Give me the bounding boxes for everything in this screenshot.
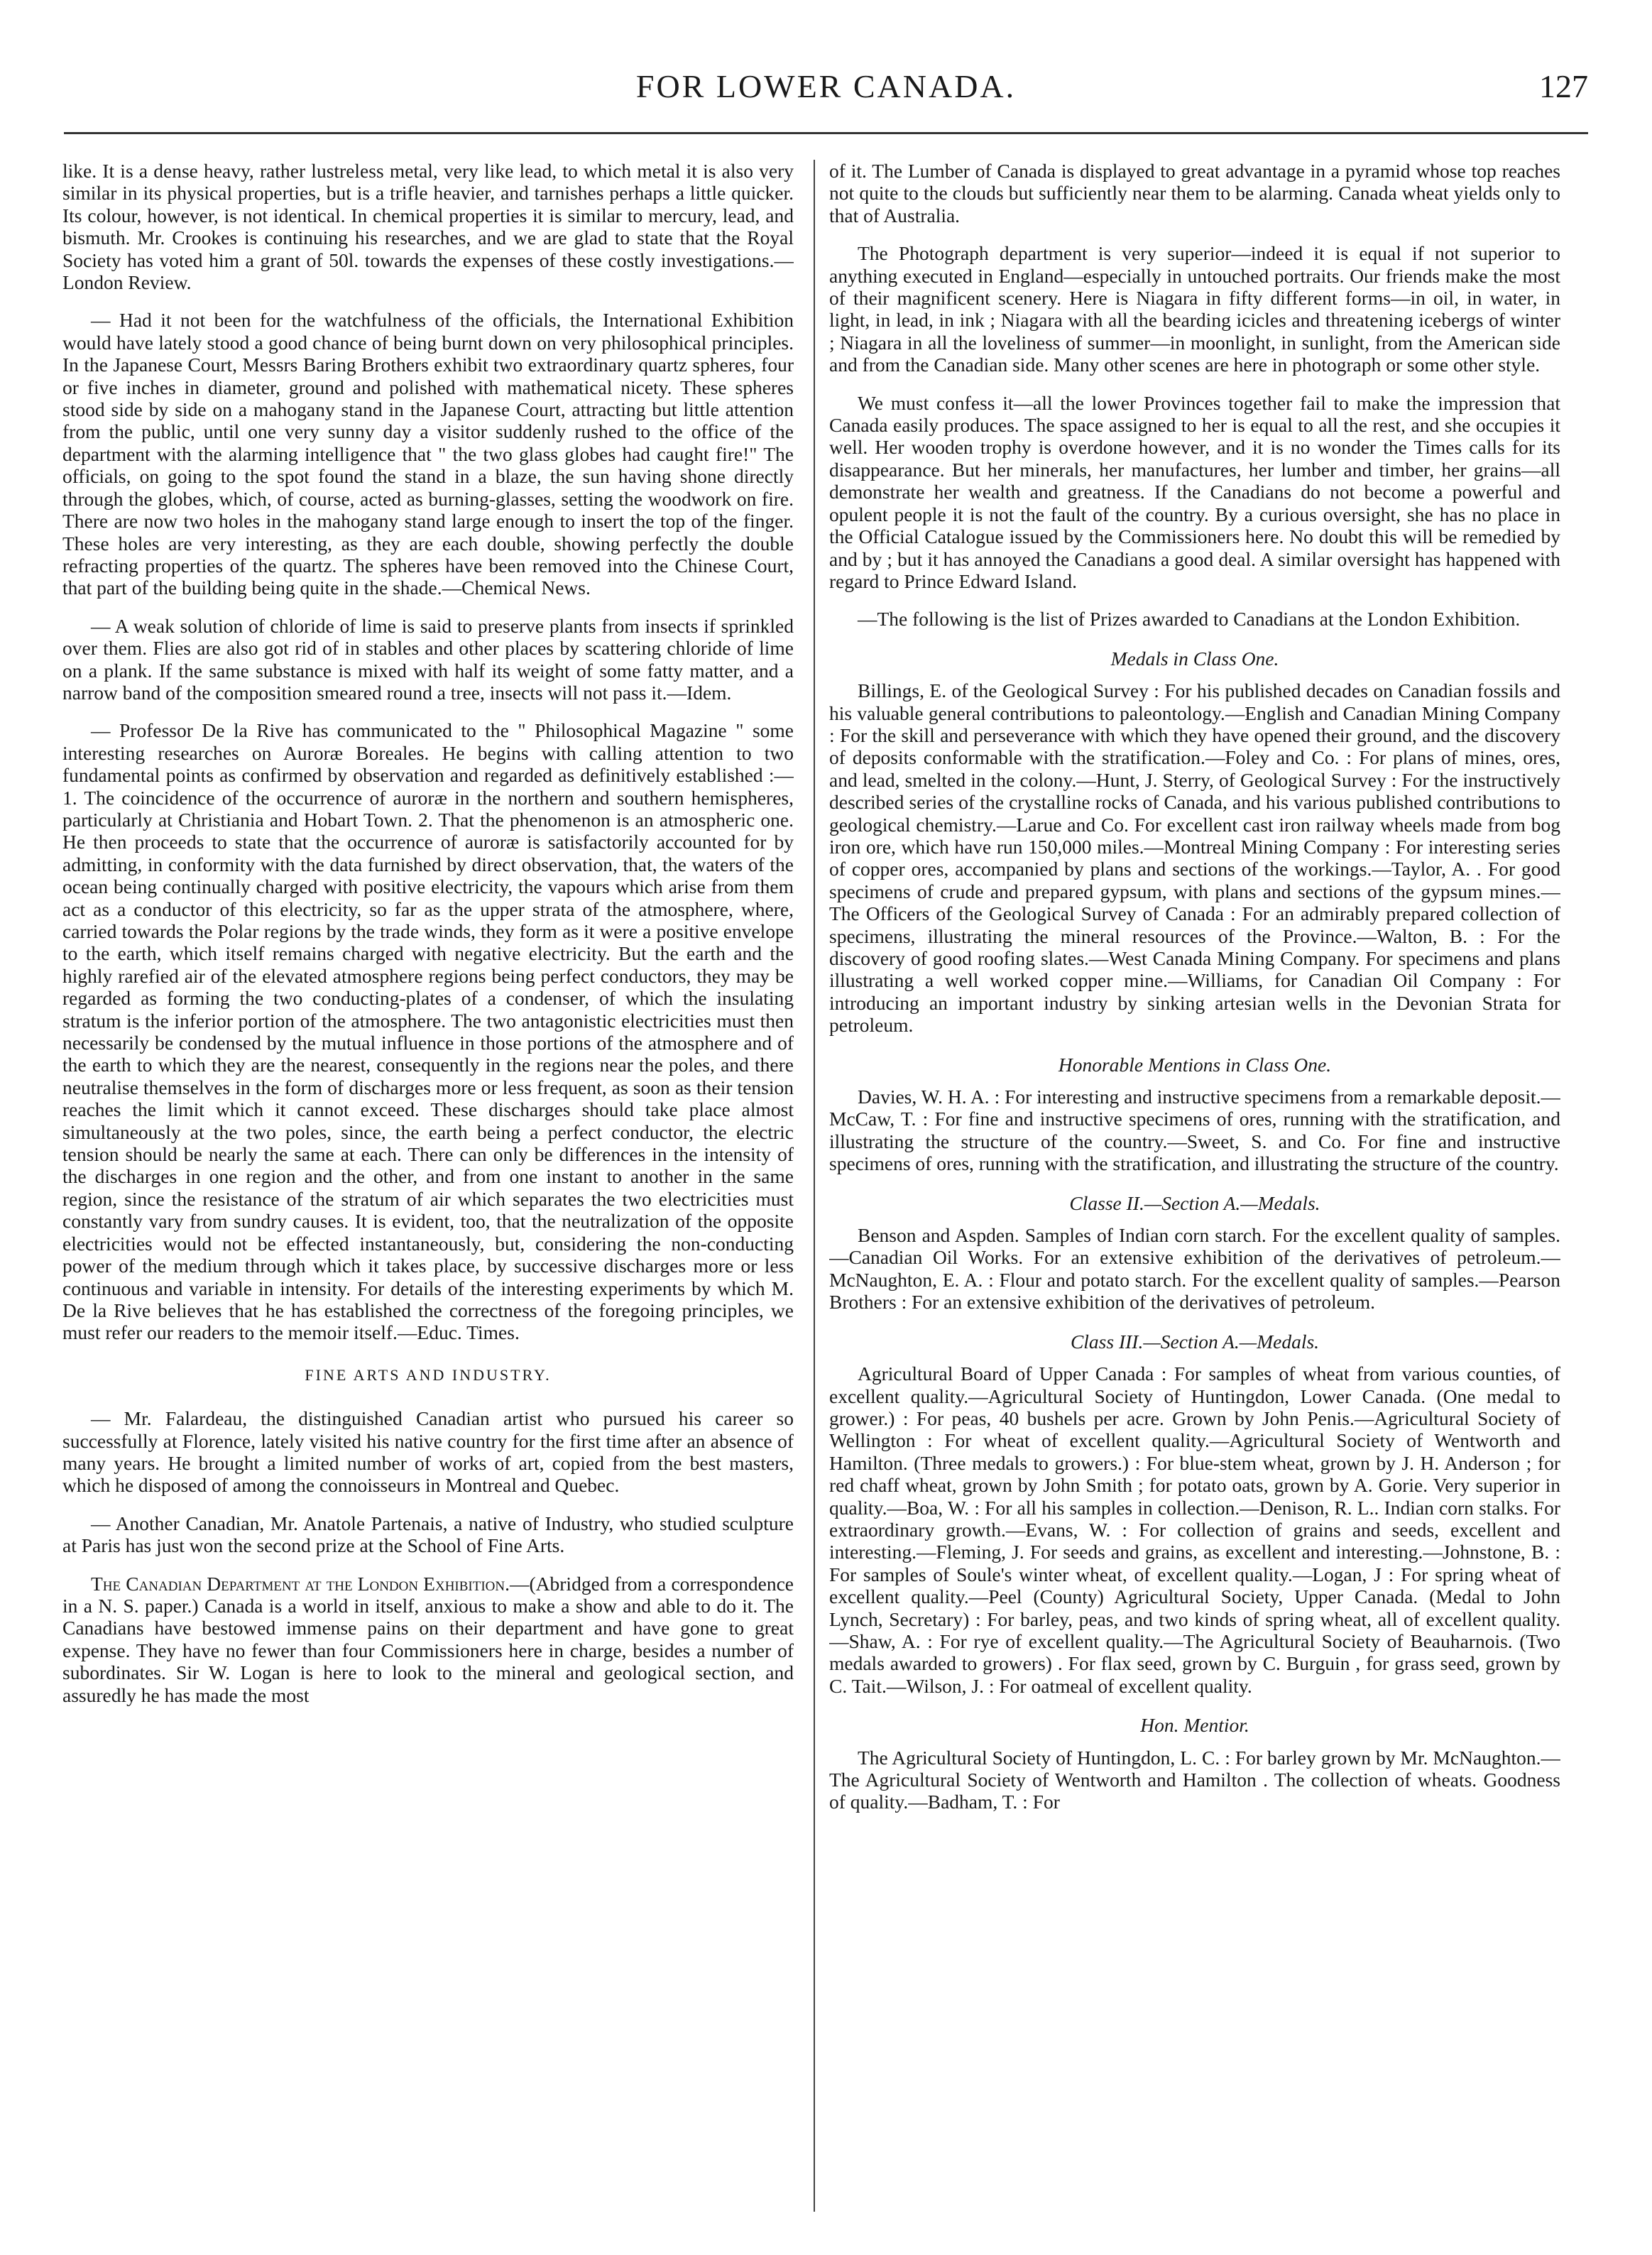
article-paragraph: We must confess it—all the lower Provinces together fail to make the impression that Canada easily produces. The space assigned to her is equal to all the rest, and she occupies it well. Her wooden trophy is overdone however, and it is no wonder the Times calls for its disappearance. But her minerals, her manufactures, her lumber and timber, her grains—all demonstrate her wealth and greatness. If the Canadians do not become a powerful and opulent people it is not the fault of the country. By a curious oversight, she has no place in the Official Catalogue issued by the Commissioners here. No doubt this will be remedied by and by ; but it has annoyed the Canadians a good deal. A similar oversight has happened with regard to Prince Edward Island. [829,391,1560,592]
right-column [829,160,1560,2212]
article-paragraph: of it. The Lumber of Canada is displayed to great advantage in a pyramid whose top reaches not quite to the clouds but sufficiently near them to be alarming. Canada wheat yields only to that of Australia. [829,160,1560,226]
prize-subheading: Classe II.—Section A.—Medals. [1069,1191,1320,1214]
column-divider [814,160,815,2212]
article-paragraph: — Another Canadian, Mr. Anatole Partenais, a native of Industry, who studied sculpture at Paris has just won the second prize at the School of Fine Arts. [62,1512,794,1557]
article-paragraph: — Mr. Falardeau, the distinguished Canadian artist who pursued his career so successfully at Florence, lately visited his native country for the first time after an absence of many years. He brought a limited number of works of art, copied from the best masters, which he disposed of among the connoisseurs in Montreal and Quebec. [62,1407,794,1497]
section-title: FINE ARTS AND INDUSTRY. [305,1365,552,1384]
header-rule [64,132,1588,134]
prize-list: Agricultural Board of Upper Canada : For samples of wheat from various counties, of excellent quality.—Agricultural Society of Huntingdon, Lower Canada. (One medal to grower.) : For peas, 40 bushels per acre. Grown by John Penis.—Agricultural Society of Wellington : For wheat of excellent quality.—Agricultural Society of Wentworth and Hamilton. (Three medals to growers.) : For blue-stem wheat, grown by J. H. Anderson ; for red chaff wheat, grown by John Smith ; for potato oats, grown by A. Gorie. Very superior in quality.—Boa, W. : For all his samples in collection.—Denison, R. L.. Indian corn stalks. For extraordinary growth.—Evans, W. : For collection of grains and seeds, excellent and interesting.—Fleming, J. For seeds and grains, as excellent and interesting.—Johnstone, B. : For samples of Soule's winter wheat, of excellent quality.—Logan, J : For spring wheat of excellent quality.—Peel (County) Agricultural Society, Upper Canada. (Medal to John Lynch, Secretary) : For barley, peas, and two kinds of spring wheat, all of excellent quality.—Shaw, A. : For rye of excellent quality.—The Agricultural Society of Beauharnois. (Two medals awarded to growers) . For flax seed, grown by C. Burguin , for grass seed, grown by C. Tait.—Wilson, J. : For oatmeal of excellent quality. [829,1363,1560,1697]
article-paragraph: The Photograph department is very superior—indeed it is equal if not superior to anything executed in England—especially in untouched portraits. Our friends make the most of their magnificent scenery. Here is Niagara in fifty different forms—in oil, in water, in light, in lead, in ink ; Niagara with all the bearding icicles and threatening icebergs of winter ; Niagara in all the loveliness of summer—in moonlight, in sunlight, from the American side and from the Canadian side. Many other scenes are here in photograph or some other style. [829,242,1560,376]
article-paragraph: like. It is a dense heavy, rather lustreless metal, very like lead, to which metal it is also very similar in its physical properties, but is a trifle heavier, and tarnishes perhaps a little quicker. Its colour, however, is not identical. In chemical properties it is similar to mercury, lead, and bismuth. Mr. Crookes is continuing his researches, and we are glad to state that the Royal Society has voted him a grant of 50l. towards the expenses of these costly investigations.—London Review. [62,160,794,294]
page-number: 127 [1539,68,1588,104]
prize-subheading: Hon. Mentior. [1140,1714,1249,1737]
article-paragraph [62,1573,794,1706]
prize-list: Davies, W. H. A. : For interesting and instructive specimens from a remarkable deposit.—McCaw, T. : For fine and instructive specimens of ores, running with the stratification, and illustrating the structure of the country.—Sweet, S. and Co. For fine and instructive specimens of ores, running with the stratification, and illustrating the structure of the country. [829,1086,1560,1175]
prize-subheading: Class III.—Section A.—Medals. [1070,1330,1320,1353]
article-paragraph: — A weak solution of chloride of lime is said to preserve plants from insects if sprinkled over them. Flies are also got rid of in stables and other places by scattering chloride of lime on a plank. If the same substance is mixed with half its weight of some fatty matter, and a narrow band of the composition smeared round a tree, insects will not pass it.—Idem. [62,614,794,704]
article-paragraph: — Had it not been for the watchfulness of the officials, the International Exhibition would have lately stood a good chance of being burnt down on very philosophical principles. In the Japanese Court, Messrs Baring Brothers exhibit two extraordinary quartz spheres, four or five inches in diameter, ground and polished with mathematical nicety. These spheres stood side by side on a mahogany stand in the Japanese Court, attracting but little attention from the public, until one very sunny day a visitor suddenly rushed to the office of the department with the alarming intelligence that " the two glass globes had caught fire!" The officials, on going to the spot found the stand in a blaze, the sun having shone directly through the globes, which, of course, acted as burning-glasses, setting the woodwork on fire. There are now two holes in the mahogany stand large enough to insert the top of the finger. These holes are very interesting, as they are each double, showing perfectly the double refracting properties of the quartz. The spheres have been removed into the Chinese Court, that part of the building being quite in the shade.—Chemical News. [62,309,794,599]
page-header [64,67,1588,131]
article-paragraph: —The following is the list of Prizes awarded to Canadians at the London Exhibition. [858,608,1521,630]
prize-list: The Agricultural Society of Huntingdon, L. C. : For barley grown by Mr. McNaughton.—The Agricultural Society of Wentworth and Hamilton . The collection of wheats. Goodness of quality.—Badham, T. : For [829,1746,1560,1813]
article-lead: The Canadian Department at the London Exhibition. [91,1572,510,1595]
article-body: —(Abridged from a correspondence in a N. S. paper.) Canada is a world in itself, anxious to make a show and able to do it. The Canadians have bestowed immense pains on their department and have gone to great expense. They have no fewer than four Commissioners here in charge, besides a number of subordinates. Sir W. Logan is here to look to the mineral and geological section, and assuredly he has made the most [62,1572,794,1706]
prize-list: Benson and Aspden. Samples of Indian corn starch. For the excellent quality of samples.—Canadian Oil Works. For an extensive exhibition of the derivatives of petroleum.—McNaughton, E. A. : Flour and potato starch. For the excellent quality of samples.—Pearson Brothers : For an extensive exhibition of the derivatives of petroleum. [829,1224,1560,1314]
prize-list: Billings, E. of the Geological Survey : For his published decades on Canadian fossils and his valuable general contributions to paleontology.—English and Canadian Mining Company : For the skill and perseverance with which they have opened their ground, and the discovery of deposits conformable with the stratification.—Foley and Co. : For plans of mines, ores, and lead, smelted in the colony.—Hunt, J. Sterry, of Geological Survey : For the instructively described series of the crystalline rocks of Canada, and his various published contributions to geological chemistry.—Larue and Co. For excellent cast iron railway wheels made from bog iron ore, which have run 150,000 miles.—Montreal Mining Company : For interesting series of copper ores, accompanied by plans and sections of the workings.—Taylor, A. . For good specimens of crude and prepared gypsum, with plans and sections of the gypsum mines.—The Officers of the Geological Survey of Canada : For an admirably prepared collection of specimens, illustrating the mineral resources of the Province.—Walton, B. : For the discovery of good roofing slates.—West Canada Mining Company. For specimens and plans illustrating a well worked copper mine.—Williams, for Canadian Oil Company : For introducing an important industry by sinking artesian wells in the Devonian Strata for petroleum. [829,679,1560,1037]
left-column [62,160,794,2212]
prize-subheading: Medals in Class One. [1110,647,1279,670]
article-paragraph: — Professor De la Rive has communicated to the " Philosophical Magazine " some interesting researches on Auroræ Boreales. He begins with calling attention to two fundamental points as confirmed by observation and regarded as definitively established :—1. The coincidence of the occurrence of auroræ in the northern and southern hemispheres, particularly at Christiania and Hobart Town. 2. That the phenomenon is an atmospheric one. He then proceeds to state that the occurrence of auroræ is satisfactorily accounted for by admitting, in conformity with the data furnished by direct observation, that, the waters of the ocean being continually charged with positive electricity, the vapours which arise from them act as a conductor of this electricity, so far as the upper strata of the atmosphere, where, carried towards the Polar regions by the trade winds, they form as it were a positive envelope to the earth, which itself remains charged with negative electricity. But the earth and the highly rarefied air of the elevated atmosphere regions being perfect conductors, they may be regarded as forming the two conducting-plates of a condenser, of which the insulating stratum is the inferior portion of the atmosphere. The two antagonistic electricities must then necessarily be condensed by the mutual influence in those portions of the atmosphere and of the earth to which they are the nearest, consequently in the regions near the poles, and there neutralise themselves in the form of discharges more or less frequent, as soon as their tension reaches the limit which it cannot exceed. These discharges should take place almost simultaneously at the two poles, since, the earth being a perfect conductor, the electric tension should be nearly the same at each. There can only be differences in the intensity of the discharges in one region and the other, and from one instant to another in the same region, since the resistance of the stratum of air which separates the two electricities must constantly vary from sundry causes. It is evident, too, that the neutralization of the opposite electricities would not be effected instantaneously, but, considering the non-conducting power of the medium through which it takes place, by successive discharges more or less continuous and variable in intensity. For details of the interesting experiments by which M. De la Rive believes that he has established the correctness of the foregoing principles, we must refer our readers to the memoir itself.—Educ. Times. [62,719,794,1344]
running-title: FOR LOWER CANADA. [635,68,1017,104]
prize-subheading: Honorable Mentions in Class One. [1058,1053,1332,1076]
